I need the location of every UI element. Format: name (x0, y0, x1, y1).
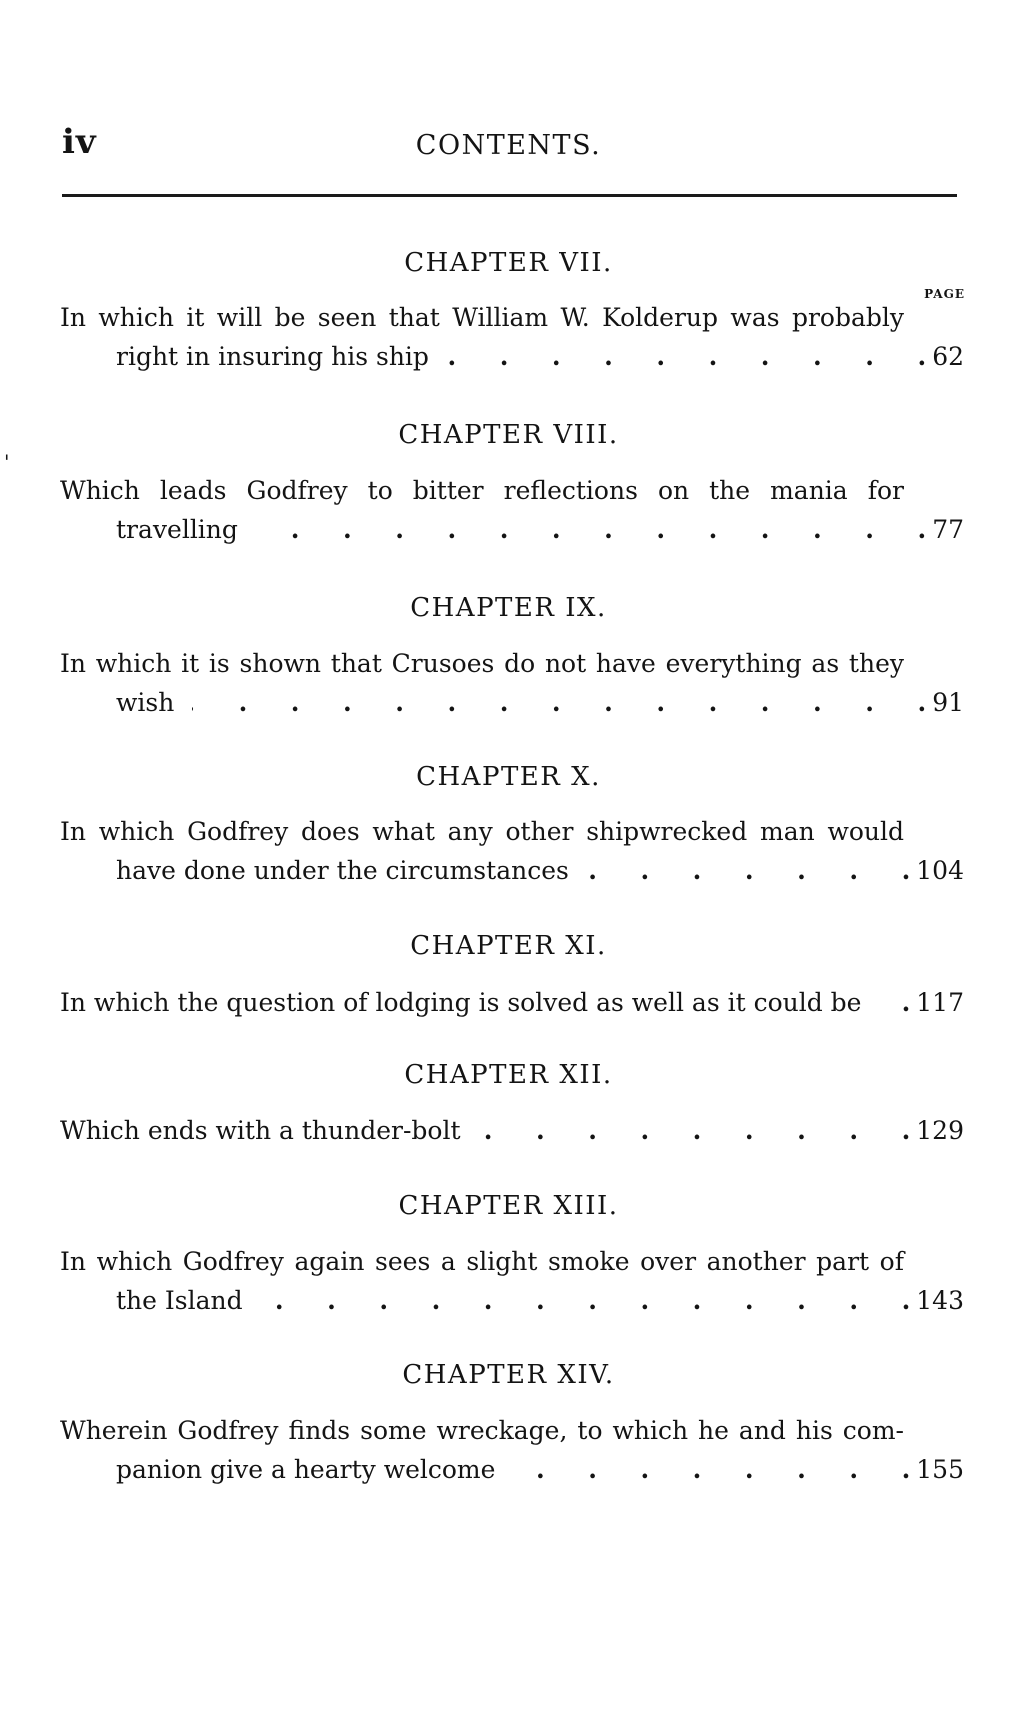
dot-leader (587, 854, 910, 888)
dot-leader (879, 986, 910, 1020)
chapter-title-line: In which Godfrey does what any other shipwrecked man would (60, 817, 904, 846)
page-ref: 155 (916, 1455, 964, 1484)
chapter-title-line: panion give a hearty welcome (116, 1455, 496, 1484)
chapter-entry (116, 1453, 964, 1487)
chapter-title-line: travelling (116, 515, 238, 544)
page-ref: 62 (932, 342, 964, 371)
chapter-entry (116, 513, 964, 547)
chapter-title-line: Which leads Godfrey to bitter reflections on the mania for (60, 476, 904, 505)
chapter-heading: CHAPTER XIV. (402, 1360, 615, 1390)
header-rule (62, 194, 957, 197)
page-ref: 91 (932, 688, 964, 717)
dot-leader (447, 340, 926, 374)
chapter-entry (116, 854, 964, 888)
page-column-label: PAGE (924, 287, 965, 301)
chapter-entry (116, 686, 964, 720)
chapter-heading: CHAPTER VII. (404, 248, 613, 278)
chapter-title-line: In which the question of lodging is solved as well as it could be (60, 988, 862, 1017)
page-ref: 129 (916, 1116, 964, 1145)
dot-leader (513, 1453, 910, 1487)
chapter-title-line: Which ends with a thunder-bolt (60, 1116, 461, 1145)
chapter-title-line: Wherein Godfrey finds some wreckage, to which he and his com- (60, 1416, 904, 1445)
chapter-heading: CHAPTER X. (416, 762, 601, 792)
chapter-title-line: In which Godfrey again sees a slight smoke over another part of (60, 1247, 904, 1276)
chapter-title-line: wish (116, 688, 175, 717)
chapter-heading: CHAPTER XIII. (398, 1191, 619, 1221)
chapter-heading: CHAPTER XII. (404, 1060, 613, 1090)
chapter-entry (60, 986, 964, 1020)
chapter-title-line: In which it is shown that Crusoes do not have everything as they (60, 649, 904, 678)
page-ref: 104 (916, 856, 964, 885)
chapter-title-line: In which it will be seen that William W. Kolderup was probably (60, 303, 904, 332)
chapter-heading: CHAPTER IX. (410, 593, 607, 623)
chapter-title-line: have done under the circumstances (116, 856, 569, 885)
running-head: CONTENTS. (415, 130, 602, 161)
chapter-heading: CHAPTER VIII. (398, 420, 619, 450)
page-number: iv (62, 122, 97, 162)
dot-leader (192, 686, 926, 720)
chapter-entry (116, 340, 964, 374)
chapter-title-line: right in insuring his ship (116, 342, 429, 371)
chapter-title-line: the Island (116, 1286, 243, 1315)
page-ref: 77 (932, 515, 964, 544)
stray-mark: ' (4, 450, 10, 474)
chapter-entry (60, 1114, 964, 1148)
dot-leader (261, 1284, 911, 1318)
chapter-heading: CHAPTER XI. (410, 931, 607, 961)
chapter-entry (116, 1284, 964, 1318)
page-ref: 143 (916, 1286, 964, 1315)
dot-leader (256, 513, 926, 547)
dot-leader (479, 1114, 911, 1148)
page-ref: 117 (916, 988, 964, 1017)
